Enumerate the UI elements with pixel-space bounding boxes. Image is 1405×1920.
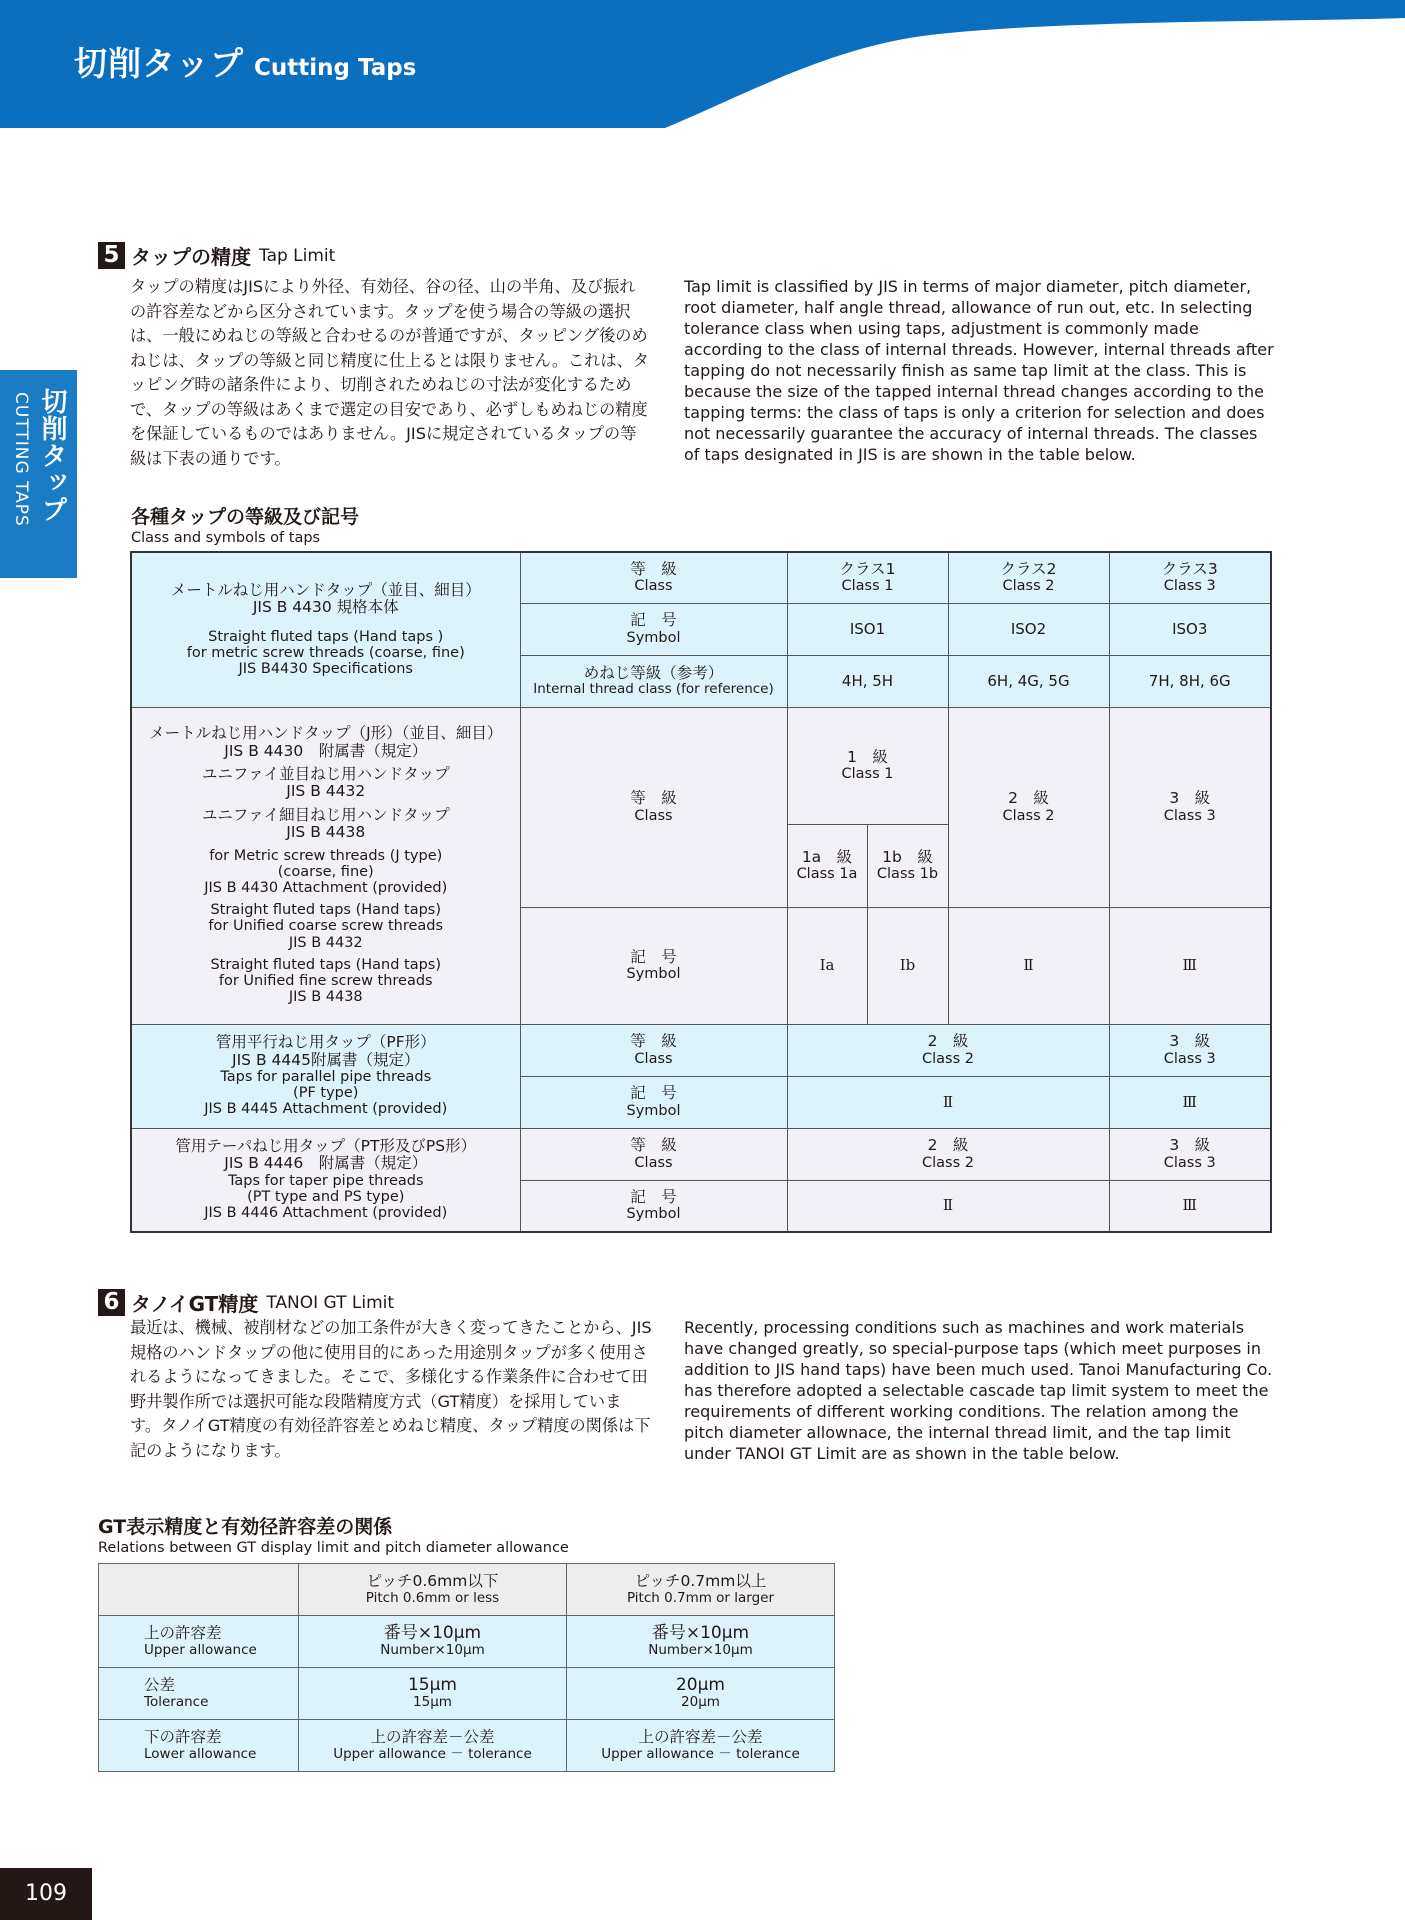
label-en: Class bbox=[634, 1050, 673, 1067]
g3-en1: Taps for parallel pipe threads bbox=[220, 1069, 432, 1085]
cell-en: Class 1 bbox=[841, 578, 894, 595]
g4-symbol-3: Ⅲ bbox=[1109, 1180, 1271, 1232]
header-empty-cell bbox=[99, 1564, 299, 1616]
g2-symbol-1a: Ⅰa bbox=[787, 907, 867, 1024]
g4-symbol-2: Ⅱ bbox=[787, 1180, 1109, 1232]
g2-jp6: JIS B 4438 bbox=[286, 823, 366, 842]
section-6-body-jp: 最近は、機械、被削材などの加工条件が大きく変ってきたことから、JIS規格のハンドタップの他に使用目的にあった用途別タップが多く使用されるようになってきました。そこで、多様化する作業条件に合わせて田野井製作所では選択可能な段階精度方式（GT精度）を採用しています。タノイGT精度の有効径許容差とめねじ精度、タップ精度の関係は下記のようになります。 bbox=[130, 1318, 652, 1460]
col-pitch-small bbox=[299, 1564, 567, 1616]
g3-symbol-2: Ⅱ bbox=[787, 1076, 1109, 1128]
g1-class-1 bbox=[787, 552, 948, 603]
table-1-title-jp: 各種タップの等級及び記号 bbox=[131, 506, 360, 528]
cell-jp: クラス1 bbox=[839, 559, 896, 578]
g2-en9: JIS B 4438 bbox=[288, 989, 363, 1006]
cell-en: Class 1 bbox=[841, 766, 894, 783]
table-row bbox=[99, 1616, 835, 1668]
g3-en3: JIS B 4445 Attachment (provided) bbox=[204, 1101, 448, 1118]
g2-en1: for Metric screw threads (J type) bbox=[209, 847, 443, 864]
cell-jp: 番号×10μm bbox=[651, 1623, 750, 1644]
g4-class-3 bbox=[1109, 1128, 1271, 1180]
g3-class-3 bbox=[1109, 1024, 1271, 1076]
g2-class-2 bbox=[948, 707, 1109, 907]
g1-jp2: JIS B 4430 規格本体 bbox=[252, 598, 399, 617]
g2-symbol-label bbox=[520, 907, 787, 1024]
side-tab bbox=[0, 370, 77, 578]
section-6-title-en: TANOI GT Limit bbox=[266, 1292, 395, 1313]
g2-en6: JIS B 4432 bbox=[288, 934, 363, 951]
g2-jp2: JIS B 4430 附属書（規定） bbox=[224, 741, 428, 760]
label-jp: 等 級 bbox=[630, 789, 677, 808]
label-jp: 記 号 bbox=[630, 1187, 677, 1206]
cell-jp: クラス3 bbox=[1161, 559, 1218, 578]
cell-jp: ピッチ0.6mm以下 bbox=[366, 1572, 499, 1591]
g1-en2: for metric screw threads (coarse, fine) bbox=[186, 644, 465, 661]
table-1-title bbox=[131, 505, 359, 547]
cell-en: Upper allowance bbox=[144, 1641, 257, 1658]
g3-jp1: 管用平行ねじ用タップ（PF形） bbox=[215, 1033, 436, 1052]
table-row bbox=[131, 1024, 1271, 1076]
label-jp: 記 号 bbox=[630, 611, 677, 630]
g2-symbol-3: Ⅲ bbox=[1109, 907, 1271, 1024]
section-6-number: 6 bbox=[98, 1289, 125, 1316]
section-5-title-jp: タップの精度 bbox=[131, 245, 251, 269]
cell-en: Number×10μm bbox=[648, 1642, 753, 1659]
row-tolerance bbox=[99, 1668, 299, 1720]
g3-symbol-3: Ⅲ bbox=[1109, 1076, 1271, 1128]
cell-jp: 下の許容差 bbox=[144, 1728, 222, 1747]
tap-class-table bbox=[130, 551, 1272, 1233]
g2-class-1a bbox=[787, 824, 867, 907]
g2-class-3 bbox=[1109, 707, 1271, 907]
cell-jp: 上の許容差 bbox=[144, 1624, 222, 1643]
header-title-en: Cutting Taps bbox=[254, 55, 417, 81]
cell-en: Lower allowance bbox=[144, 1745, 257, 1762]
g4-jp2: JIS B 4446 附属書（規定） bbox=[224, 1154, 428, 1173]
g3-class-2 bbox=[787, 1024, 1109, 1076]
cell-jp: 3 級 bbox=[1169, 1032, 1211, 1051]
cell-jp: 番号×10μm bbox=[383, 1623, 482, 1644]
g2-jp4: JIS B 4432 bbox=[286, 782, 366, 801]
page-header bbox=[0, 0, 1405, 128]
side-tab-jp: 切削タップ bbox=[37, 388, 67, 523]
label-en: Symbol bbox=[626, 629, 681, 646]
side-tab-en: CUTTING TAPS bbox=[11, 392, 31, 527]
g1-en3: JIS B4430 Specifications bbox=[238, 661, 413, 678]
g2-jp5: ユニファイ細目ねじ用ハンドタップ bbox=[201, 805, 450, 824]
g3-jp2: JIS B 4445附属書（規定） bbox=[232, 1050, 420, 1069]
section-6-heading bbox=[98, 1288, 394, 1317]
g2-en3: JIS B 4430 Attachment (provided) bbox=[204, 879, 448, 896]
g3-class-label bbox=[520, 1024, 787, 1076]
g2-class-label bbox=[520, 707, 787, 907]
table-1-title-en: Class and symbols of taps bbox=[131, 530, 321, 546]
row-lower-allowance bbox=[99, 1720, 299, 1772]
cell-en: Class 1a bbox=[796, 866, 858, 883]
g2-en4: Straight fluted taps (Hand taps) bbox=[210, 902, 442, 919]
g2-description bbox=[131, 707, 520, 1024]
cell-en: Class 2 bbox=[922, 1050, 974, 1067]
cell-en: Upper allowance － tolerance bbox=[601, 1745, 800, 1762]
g1-jp1: メートルねじ用ハンドタップ（並目、細目） bbox=[170, 581, 481, 600]
section-5-body-jp: タップの精度はJISにより外径、有効径、谷の径、山の半角、及び振れの許容差などから区分されています。タップを使う場合の等級の選択は、一般にめねじの等級と合わせるのが普通ですが、タッピング後のめねじは、タップの等級と同じ精度に仕上るとは限りません。これは、タッピング時の諸条件により、切削されためねじの寸法が変化するためで、タップの等級はあくまで選定の目安であり、必ずしもめねじの精度を保証しているものではありません。JISに規定されているタップの等級は下表の通りです。 bbox=[130, 277, 649, 468]
g1-internal-2: 6H, 4G, 5G bbox=[948, 655, 1109, 707]
table-row bbox=[131, 552, 1271, 603]
cell-jp: 2 級 bbox=[927, 1032, 969, 1051]
cell-en: Tolerance bbox=[144, 1693, 209, 1710]
cell-jp: クラス2 bbox=[1000, 559, 1057, 578]
g4-description bbox=[131, 1128, 520, 1232]
label-jp: 記 号 bbox=[630, 947, 677, 966]
cell-en: Class 3 bbox=[1163, 1050, 1216, 1067]
cell-jp: 2 級 bbox=[1008, 789, 1049, 808]
g4-jp1: 管用テーパねじ用タップ（PT形及びPS形） bbox=[175, 1137, 477, 1156]
header-title bbox=[74, 38, 416, 85]
section-5-body-en: Tap limit is classified by JIS in terms of major diameter, pitch diameter, root diameter, half angle thread, allowance of run out, etc. In selecting tolerance class when using taps, adjustment is commonly made according to the class of internal threads. However, internal threads after tapping do not necessarily finish as same tap limit at the class. This is because the size of the tapped internal thread changes according to the tapping terms: the class of taps is only a criterion for selection and does not necessarily guarantee the accuracy of internal threads. The classes of taps designated in JIS is are shown in the table below. bbox=[684, 277, 1274, 464]
label-en: Symbol bbox=[626, 1102, 681, 1119]
label-en: Symbol bbox=[626, 1206, 681, 1223]
g2-class-1b bbox=[867, 824, 948, 907]
g1-symbol-3: ISO3 bbox=[1109, 603, 1271, 655]
g2-en2: (coarse, fine) bbox=[277, 863, 374, 880]
g1-en1: Straight fluted taps (Hand taps ) bbox=[208, 628, 444, 645]
row-upper-allowance bbox=[99, 1616, 299, 1668]
section-5-title-en: Tap Limit bbox=[259, 245, 336, 266]
cell-en: Upper allowance － tolerance bbox=[333, 1745, 532, 1762]
label-en: Symbol bbox=[626, 966, 681, 983]
g1-symbol-2: ISO2 bbox=[948, 603, 1109, 655]
g1-class-3 bbox=[1109, 552, 1271, 603]
g2-en5: for Unified coarse screw threads bbox=[208, 918, 444, 935]
cell-jp: 15μm bbox=[407, 1675, 457, 1696]
g2-jp1: メートルねじ用ハンドタップ（J形）（並目、細目） bbox=[149, 724, 503, 743]
cell-jp: 2 級 bbox=[927, 1136, 969, 1155]
cell-value bbox=[299, 1616, 567, 1668]
g2-en8: for Unified fine screw threads bbox=[218, 973, 433, 990]
g3-description bbox=[131, 1024, 520, 1128]
cell-jp: 3 級 bbox=[1169, 789, 1211, 808]
g2-en7: Straight fluted taps (Hand taps) bbox=[210, 956, 442, 973]
label-jp: 等 級 bbox=[630, 1136, 677, 1155]
section-6-body-en: Recently, processing conditions such as machines and work materials have changed greatly, so special-purpose taps (which meet purposes in addition to JIS hand taps) have been much used. Tanoi Manufacturing Co. has therefore adopted a selectable cascade tap limit system to meet the requirements of different working conditions. The relation among the pitch diameter allownace, the internal thread limit, and the tap limit under TANOI GT Limit are as shown in the table below. bbox=[684, 1318, 1273, 1463]
section-6-title-jp: タノイGT精度 bbox=[131, 1292, 259, 1316]
g2-jp3: ユニファイ並目ねじ用ハンドタップ bbox=[201, 765, 450, 784]
g4-en3: JIS B 4446 Attachment (provided) bbox=[204, 1205, 448, 1222]
g1-internal-1: 4H, 5H bbox=[787, 655, 948, 707]
cell-en: Class 2 bbox=[1002, 807, 1055, 824]
cell-en: Pitch 0.6mm or less bbox=[365, 1589, 500, 1606]
g4-class-2 bbox=[787, 1128, 1109, 1180]
cell-en: Class 2 bbox=[922, 1154, 974, 1171]
g1-class-2 bbox=[948, 552, 1109, 603]
g1-symbol-1: ISO1 bbox=[787, 603, 948, 655]
cell-en: Class 3 bbox=[1163, 1154, 1216, 1171]
cell-en: 15μm bbox=[413, 1694, 452, 1711]
page-number: 109 bbox=[0, 1868, 92, 1920]
label-en: Class bbox=[634, 578, 673, 595]
table-2-title-jp: GT表示精度と有効径許容差の関係 bbox=[98, 1516, 393, 1538]
g4-en1: Taps for taper pipe threads bbox=[227, 1172, 424, 1189]
cell-en: 20μm bbox=[681, 1694, 720, 1711]
cell-jp: 3 級 bbox=[1169, 1136, 1211, 1155]
label-en: Class bbox=[634, 807, 673, 824]
g2-class-1 bbox=[787, 707, 948, 824]
g1-internal-label bbox=[520, 655, 787, 707]
g1-class-label bbox=[520, 552, 787, 603]
g4-class-label bbox=[520, 1128, 787, 1180]
label-jp: めねじ等級（参考） bbox=[583, 663, 724, 682]
cell-value bbox=[299, 1720, 567, 1772]
label-jp: 等 級 bbox=[630, 1032, 677, 1051]
g3-en2: (PF type) bbox=[293, 1085, 359, 1102]
label-en: Internal thread class (for reference) bbox=[533, 681, 774, 698]
cell-jp: ピッチ0.7mm以上 bbox=[634, 1572, 767, 1591]
table-row bbox=[99, 1720, 835, 1772]
cell-value bbox=[299, 1668, 567, 1720]
table-row bbox=[99, 1668, 835, 1720]
cell-en: Class 2 bbox=[1002, 578, 1055, 595]
cell-value bbox=[567, 1616, 835, 1668]
g4-en2: (PT type and PS type) bbox=[247, 1188, 405, 1205]
label-jp: 等 級 bbox=[630, 559, 677, 578]
section-5-number: 5 bbox=[98, 242, 125, 269]
cell-jp: 1b 級 bbox=[882, 847, 933, 866]
gt-limit-table bbox=[98, 1563, 835, 1772]
g2-symbol-2: Ⅱ bbox=[948, 907, 1109, 1024]
cell-en: Class 3 bbox=[1163, 807, 1216, 824]
cell-jp: 1a 級 bbox=[801, 847, 853, 866]
g4-symbol-label bbox=[520, 1180, 787, 1232]
cell-value bbox=[567, 1668, 835, 1720]
g1-description bbox=[131, 552, 520, 707]
col-pitch-large bbox=[567, 1564, 835, 1616]
label-en: Class bbox=[634, 1154, 673, 1171]
cell-en: Number×10μm bbox=[380, 1642, 485, 1659]
cell-en: Pitch 0.7mm or larger bbox=[626, 1589, 775, 1606]
section-5-heading bbox=[98, 241, 335, 270]
g1-internal-3: 7H, 8H, 6G bbox=[1109, 655, 1271, 707]
g1-symbol-label bbox=[520, 603, 787, 655]
header-title-jp: 切削タップ bbox=[74, 44, 244, 83]
label-jp: 記 号 bbox=[630, 1084, 677, 1103]
table-row bbox=[99, 1564, 835, 1616]
g2-symbol-1b: Ⅰb bbox=[867, 907, 948, 1024]
g3-symbol-label bbox=[520, 1076, 787, 1128]
cell-en: Class 1b bbox=[876, 866, 939, 883]
cell-jp: 1 級 bbox=[847, 747, 888, 766]
cell-jp: 上の許容差－公差 bbox=[638, 1728, 763, 1747]
table-2-title-en: Relations between GT display limit and pitch diameter allowance bbox=[98, 1540, 569, 1556]
cell-jp: 公差 bbox=[144, 1676, 176, 1695]
table-row bbox=[131, 707, 1271, 824]
table-row bbox=[131, 1128, 1271, 1180]
cell-jp: 20μm bbox=[675, 1675, 725, 1696]
table-2-title bbox=[98, 1515, 569, 1557]
cell-en: Class 3 bbox=[1163, 578, 1216, 595]
cell-value bbox=[567, 1720, 835, 1772]
cell-jp: 上の許容差－公差 bbox=[370, 1728, 495, 1747]
